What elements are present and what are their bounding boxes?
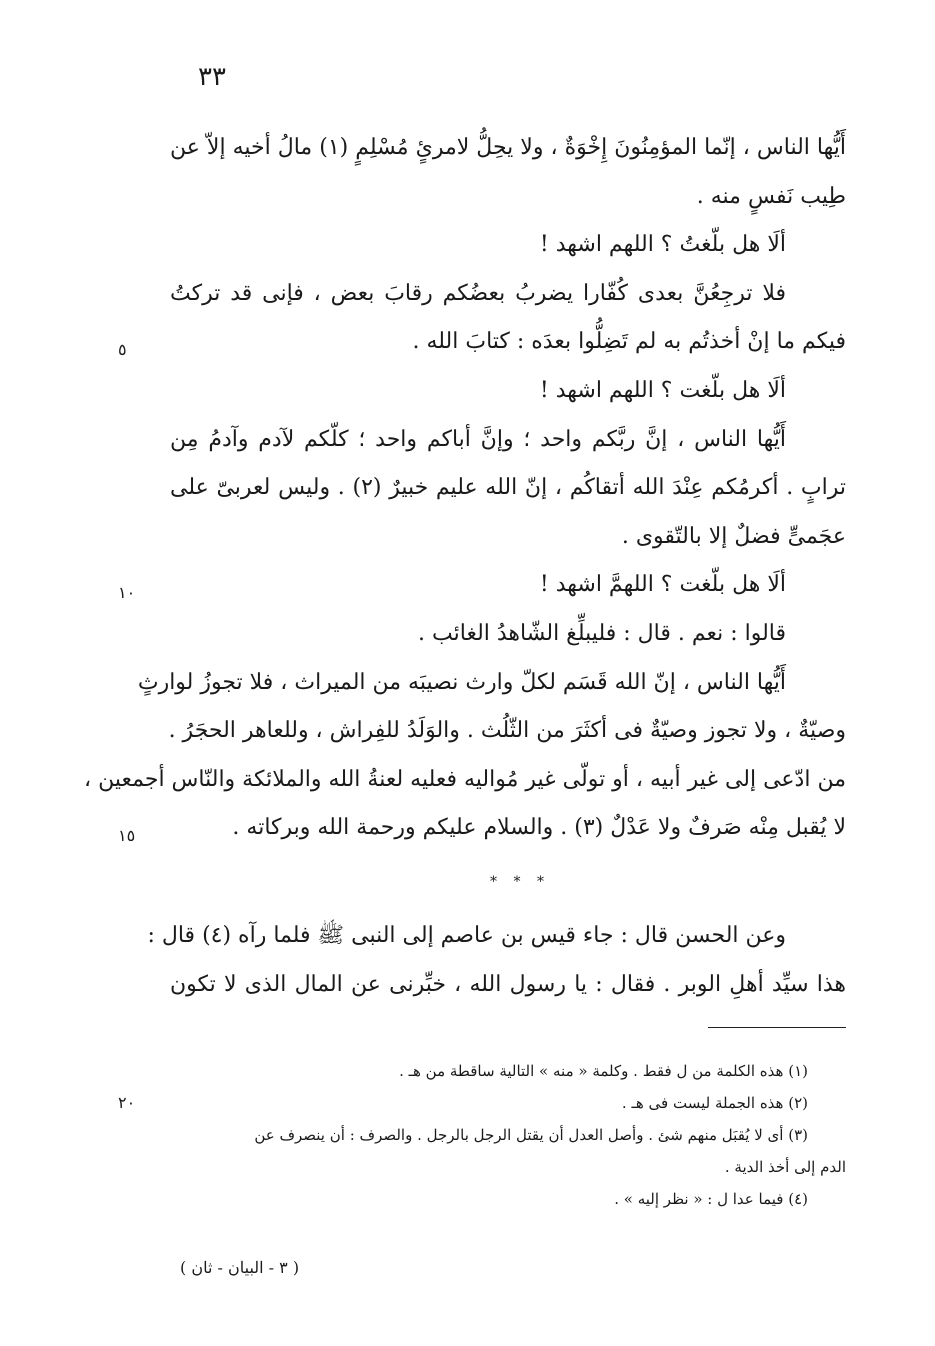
line-number-15: ١٥ bbox=[118, 826, 136, 845]
text-line: وصيّةٌ ، ولا تجوز وصيّةٌ فى أكثَرَ من الثّلُث . والوَلَدُ للفِراش ، وللعاهر الحجَرُ . bbox=[168, 718, 846, 744]
text-line: ترابٍ . أكرمُكم عِنْدَ الله أتقاكُم ، إنّ الله عليم خبيرٌ (٢) . وليس لعربىّ على bbox=[170, 475, 846, 501]
text-line: فيكم ما إنْ أخذتُم به لم تَضِلُّوا بعدَه : كتابَ الله . bbox=[412, 329, 846, 355]
footnotes bbox=[170, 1055, 846, 1215]
section-separator: * * * bbox=[490, 874, 550, 890]
text-line: لا يُقبل مِنْه صَرفٌ ولا عَدْلٌ (٣) . والسلام عليكم ورحمة الله وبركاته . bbox=[232, 815, 846, 841]
text-line: أَيُّها الناس ، إنَّ ربَّكم واحد ؛ وإنَّ أباكم واحد ؛ كلّكم لآدم وآدمُ مِن bbox=[170, 426, 786, 452]
text-line: ألَا هل بلّغت ؟ اللهم اشهد ! bbox=[539, 377, 786, 403]
footnote: (٤) فيما عدا ل : « نظر إليه » . bbox=[614, 1190, 808, 1208]
page-number: ٣٣ bbox=[198, 62, 226, 92]
footnote: (١) هذه الكلمة من ل فقط . وكلمة « منه » التالية ساقطة من هـ . bbox=[399, 1062, 808, 1080]
text-line: ألَا هل بلّغت ؟ اللهمَّ اشهد ! bbox=[539, 572, 786, 598]
text-line: هذا سيِّد أهلِ الوبر . فقال : يا رسول الله ، خبِّرنى عن المال الذى لا تكون bbox=[170, 971, 846, 997]
text-line: فلا ترجِعُنَّ بعدى كُفّارا يضربُ بعضُكم رقابَ بعض ، فإنى قد تركتُ bbox=[170, 280, 786, 306]
text-line: أَيُّها الناس ، إنّ الله قَسَم لكلّ وارث نصيبَه من الميراث ، فلا تجوزُ لوارثٍ bbox=[137, 669, 786, 695]
footnote-continuation: الدم إلى أخذ الدية . bbox=[724, 1158, 846, 1176]
text-line: عجَمىٍّ فضلٌ إلا بالتّقوى . bbox=[621, 523, 846, 549]
line-number-5: ٥ bbox=[118, 340, 127, 359]
text-line: قالوا : نعم . قال : فليبلِّغ الشّاهدُ الغائب . bbox=[418, 620, 786, 646]
text-line: طِيب نَفسٍ منه . bbox=[696, 183, 846, 209]
text-line: من ادّعى إلى غير أبيه ، أو تولّى غير مُواليه فعليه لعنةُ الله والملائكة والنّاس أجمعين ، bbox=[84, 766, 846, 792]
footnote-rule bbox=[708, 1027, 846, 1028]
page-footer: ( ٣ - البيان - ثان ) bbox=[180, 1258, 300, 1277]
text-line: ألَا هل بلّغتُ ؟ اللهم اشهد ! bbox=[539, 232, 786, 258]
line-number-10: ١٠ bbox=[118, 583, 136, 602]
text-line: أَيُّها الناس ، إنّما المؤمِنُونَ إِخْوَةٌ ، ولا يحِلُّ لامرئٍ مُسْلِمٍ (١) مالُ أخيه إلاّ عن bbox=[170, 135, 846, 160]
footnote: (٣) أى لا يُقبَل منهم شئ . وأصل العدل أن يقتل الرجل بالرجل . والصرف : أن ينصرف عن bbox=[254, 1126, 808, 1144]
footnote: (٢) هذه الجملة ليست فى هـ . bbox=[621, 1094, 808, 1112]
text-line: وعن الحسن قال : جاء قيس بن عاصم إلى النبى ﷺ فلما رآه (٤) قال : bbox=[147, 922, 786, 948]
line-number-20: ٢٠ bbox=[118, 1093, 136, 1112]
